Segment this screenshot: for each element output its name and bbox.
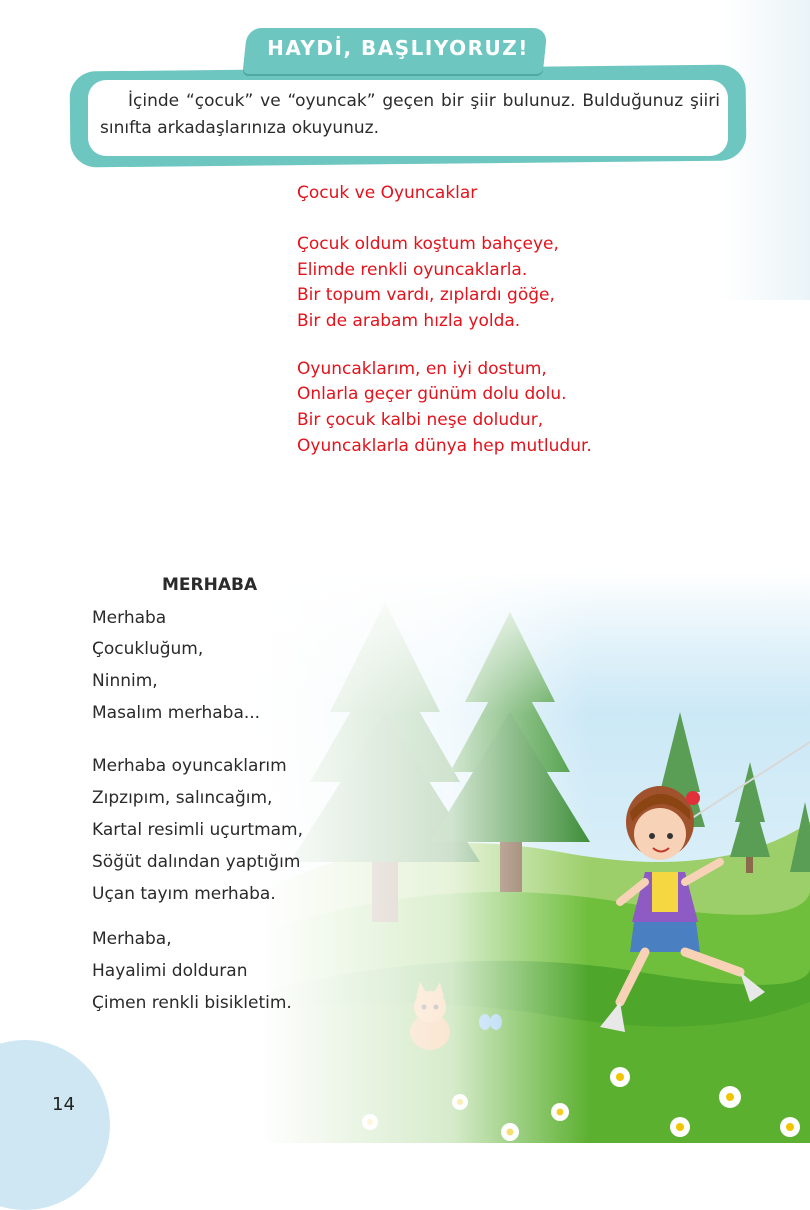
banner-title: HAYDİ, BAŞLIYORUZ!	[267, 36, 529, 60]
red-poem-line: Elimde renkli oyuncaklarla.	[297, 259, 528, 280]
red-poem-line: Bir de arabam hızla yolda.	[297, 311, 521, 332]
red-poem-line: Onlarla geçer günüm dolu dolu.	[297, 384, 567, 405]
poem-title: MERHABA	[162, 575, 258, 595]
park-illustration	[260, 572, 810, 1143]
poem-line: Hayalimi dolduran	[92, 961, 248, 981]
red-poem-line: Çocuk oldum koştum bahçeye,	[297, 234, 559, 254]
poem-line: Merhaba,	[92, 929, 172, 949]
poem-line: Söğüt dalından yaptığım	[92, 852, 301, 872]
activity-instruction: İçinde “çocuk” ve “oyuncak” geçen bir şiir bulunuz. Bulduğunuz şiiri sınıfta arkadaşlarınıza okuyunuz.	[100, 91, 720, 138]
poem-line: Merhaba	[92, 608, 167, 628]
red-poem	[297, 180, 717, 460]
red-poem-title: Çocuk ve Oyuncaklar	[297, 183, 478, 203]
poem-line: Uçan tayım merhaba.	[92, 884, 276, 904]
red-poem-line: Oyuncaklarım, en iyi dostum,	[297, 358, 547, 379]
red-poem-line: Bir çocuk kalbi neşe doludur,	[297, 410, 544, 431]
poem-line: Çimen renkli bisikletim.	[92, 993, 292, 1013]
poem-line: Ninnim,	[92, 671, 158, 691]
poem-line: Kartal resimli uçurtmam,	[92, 820, 304, 840]
poem-line: Zıpzıpım, salıncağım,	[92, 788, 273, 808]
park-scene-svg	[260, 572, 810, 1143]
page-corner-decoration	[0, 1040, 110, 1210]
activity-banner	[70, 28, 750, 178]
poem-line: Masalım merhaba...	[92, 703, 261, 723]
red-poem-line: Oyuncaklarla dünya hep mutludur.	[297, 435, 592, 456]
red-poem-line: Bir topum vardı, zıplardı göğe,	[297, 285, 555, 306]
poem-line: Merhaba oyuncaklarım	[92, 756, 287, 776]
page-number: 14	[52, 1094, 75, 1115]
poem-line: Çocukluğum,	[92, 639, 204, 659]
